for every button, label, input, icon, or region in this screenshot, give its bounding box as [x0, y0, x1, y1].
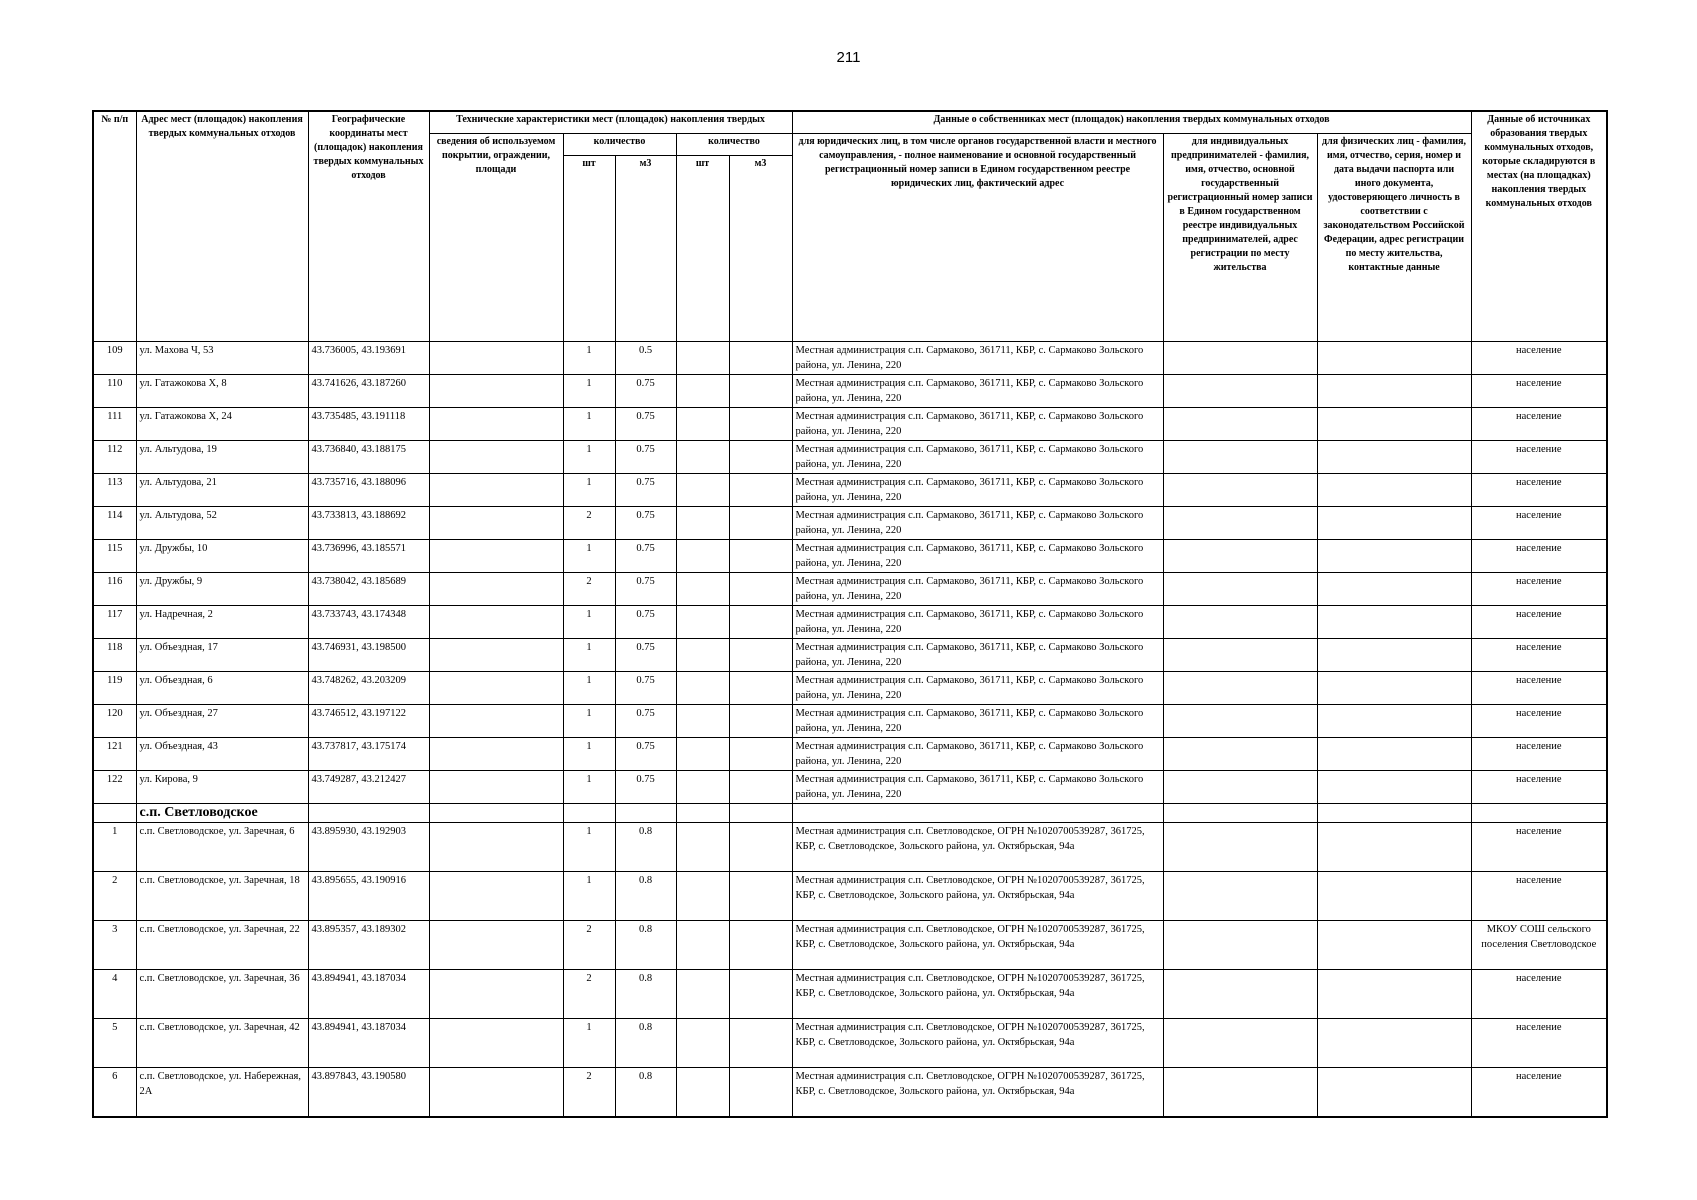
- waste-sites-register-table: [92, 110, 1608, 1118]
- cell-geo: 43.735716, 43.188096: [308, 473, 429, 506]
- cell-owner-phys: [1317, 605, 1471, 638]
- cell-source: население: [1471, 1067, 1607, 1117]
- cell-cover: [429, 506, 563, 539]
- header-planned-sht: шт: [676, 155, 729, 341]
- cell-cover: [429, 822, 563, 871]
- cell-num: 113: [93, 473, 136, 506]
- cell-placed-sht: 1: [563, 671, 615, 704]
- table-row: [93, 822, 1607, 871]
- cell-geo: 43.749287, 43.212427: [308, 770, 429, 803]
- cell-address: ул. Махова Ч, 53: [136, 341, 308, 374]
- cell-cover: [429, 671, 563, 704]
- cell-source: население: [1471, 341, 1607, 374]
- cell-owner-legal: Местная администрация с.п. Светловодское, ОГРН №1020700539287, 361725, КБР, с. Светловодское, Зольского района, ул. Октябрьская, 94а: [792, 1067, 1163, 1117]
- cell-planned-m3: [729, 638, 792, 671]
- cell-placed-sht: 1: [563, 473, 615, 506]
- page-number: 211: [836, 49, 861, 66]
- header-qty-planned: [676, 133, 792, 155]
- cell-source: население: [1471, 374, 1607, 407]
- cell-cover: [429, 341, 563, 374]
- header-owners: Данные о собственниках мест (площадок) накопления твердых коммунальных отходов: [792, 111, 1471, 133]
- cell-placed-m3: 0.5: [615, 341, 676, 374]
- cell-geo: 43.894941, 43.187034: [308, 1018, 429, 1067]
- cell-planned-m3: [729, 969, 792, 1018]
- cell-source: население: [1471, 871, 1607, 920]
- cell-geo: 43.733743, 43.174348: [308, 605, 429, 638]
- cell-address: с.п. Светловодское, ул. Набережная, 2А: [136, 1067, 308, 1117]
- cell-placed-sht: 1: [563, 822, 615, 871]
- cell-owner-legal: Местная администрация с.п. Светловодское, ОГРН №1020700539287, 361725, КБР, с. Светловодское, Зольского района, ул. Октябрьская, 94а: [792, 822, 1163, 871]
- cell-owner-ip: [1163, 440, 1317, 473]
- cell-planned-sht: [676, 440, 729, 473]
- cell-owner-phys: [1317, 969, 1471, 1018]
- cell-planned-m3: [729, 407, 792, 440]
- cell-owner-ip: [1163, 407, 1317, 440]
- cell-placed-sht: 1: [563, 704, 615, 737]
- cell-cover: [429, 440, 563, 473]
- cell-owner-ip: [1163, 920, 1317, 969]
- cell-placed-sht: 2: [563, 506, 615, 539]
- cell-owner-ip: [1163, 1018, 1317, 1067]
- cell-placed-sht: 1: [563, 737, 615, 770]
- cell-address: с.п. Светловодское, ул. Заречная, 18: [136, 871, 308, 920]
- cell-placed-m3: 0.75: [615, 473, 676, 506]
- cell-owner-ip: [1163, 822, 1317, 871]
- cell-cover: [429, 638, 563, 671]
- cell-cover: [429, 539, 563, 572]
- table-row: [93, 572, 1607, 605]
- cell-owner-ip: [1163, 704, 1317, 737]
- header-placed-sht: шт: [563, 155, 615, 341]
- cell-num: 118: [93, 638, 136, 671]
- cell-geo: 43.748262, 43.203209: [308, 671, 429, 704]
- header-planned-m3: м3: [729, 155, 792, 341]
- cell-address: ул. Кирова, 9: [136, 770, 308, 803]
- cell-source: население: [1471, 770, 1607, 803]
- cell-source: население: [1471, 572, 1607, 605]
- cell-cover: [429, 572, 563, 605]
- cell-num: 4: [93, 969, 136, 1018]
- cell-address: ул. Объездная, 6: [136, 671, 308, 704]
- cell-planned-m3: [729, 737, 792, 770]
- cell-source: население: [1471, 1018, 1607, 1067]
- cell-address: с.п. Светловодское, ул. Заречная, 36: [136, 969, 308, 1018]
- cell-placed-m3: 0.8: [615, 1018, 676, 1067]
- table-row: [93, 440, 1607, 473]
- cell-planned-m3: [729, 605, 792, 638]
- cell-planned-m3: [729, 374, 792, 407]
- cell-owner-phys: [1317, 671, 1471, 704]
- cell-owner-phys: [1317, 737, 1471, 770]
- table-row: [93, 638, 1607, 671]
- cell-placed-m3: 0.75: [615, 440, 676, 473]
- cell-placed-m3: 0.75: [615, 605, 676, 638]
- cell-placed-m3: 0.8: [615, 920, 676, 969]
- cell-owner-phys: [1317, 407, 1471, 440]
- cell-owner-legal: Местная администрация с.п. Сармаково, 361711, КБР, с. Сармаково Зольского района, ул. Ленина, 220: [792, 407, 1163, 440]
- header-sources: Данные об источниках образования твердых коммунальных отходов, которые складируются в местах (на площадках) накопления твердых коммунальных отходов: [1471, 111, 1607, 341]
- cell-owner-legal: Местная администрация с.п. Сармаково, 361711, КБР, с. Сармаково Зольского района, ул. Ленина, 220: [792, 671, 1163, 704]
- cell-placed-m3: 0.75: [615, 539, 676, 572]
- cell-source: население: [1471, 473, 1607, 506]
- table-row: [93, 1018, 1607, 1067]
- cell-owner-phys: [1317, 1067, 1471, 1117]
- cell-address: ул. Объездная, 27: [136, 704, 308, 737]
- table-row: [93, 341, 1607, 374]
- cell-address: ул. Альтудова, 19: [136, 440, 308, 473]
- section-num-cell: [93, 803, 136, 822]
- cell-geo: 43.736005, 43.193691: [308, 341, 429, 374]
- cell-placed-m3: 0.75: [615, 770, 676, 803]
- cell-owner-ip: [1163, 638, 1317, 671]
- header-qty-placed-label: количество: [593, 135, 646, 147]
- cell-geo: 43.735485, 43.191118: [308, 407, 429, 440]
- cell-owner-ip: [1163, 572, 1317, 605]
- cell-cover: [429, 407, 563, 440]
- cell-owner-legal: Местная администрация с.п. Сармаково, 361711, КБР, с. Сармаково Зольского района, ул. Ленина, 220: [792, 572, 1163, 605]
- cell-geo: 43.895930, 43.192903: [308, 822, 429, 871]
- cell-owner-legal: Местная администрация с.п. Светловодское, ОГРН №1020700539287, 361725, КБР, с. Светловодское, Зольского района, ул. Октябрьская, 94а: [792, 1018, 1163, 1067]
- table-row: [93, 539, 1607, 572]
- cell-planned-m3: [729, 871, 792, 920]
- cell-planned-sht: [676, 871, 729, 920]
- cell-placed-m3: 0.75: [615, 704, 676, 737]
- cell-planned-sht: [676, 737, 729, 770]
- cell-source: МКОУ СОШ сельского поселения Светловодское: [1471, 920, 1607, 969]
- cell-owner-legal: Местная администрация с.п. Сармаково, 361711, КБР, с. Сармаково Зольского района, ул. Ленина, 220: [792, 704, 1163, 737]
- cell-placed-m3: 0.75: [615, 638, 676, 671]
- cell-cover: [429, 1018, 563, 1067]
- cell-address: ул. Гатажокова Х, 8: [136, 374, 308, 407]
- cell-planned-m3: [729, 572, 792, 605]
- cell-address: ул. Альтудова, 52: [136, 506, 308, 539]
- cell-planned-sht: [676, 1067, 729, 1117]
- header-tech-label: Технические характеристики мест (площадок) накопления твердых: [456, 114, 765, 125]
- cell-placed-sht: 1: [563, 871, 615, 920]
- cell-source: население: [1471, 638, 1607, 671]
- header-address: Адрес мест (площадок) накопления твердых коммунальных отходов: [136, 111, 308, 341]
- cell-num: 112: [93, 440, 136, 473]
- cell-planned-m3: [729, 539, 792, 572]
- cell-address: ул. Дружбы, 10: [136, 539, 308, 572]
- cell-planned-m3: [729, 920, 792, 969]
- cell-cover: [429, 1067, 563, 1117]
- cell-planned-m3: [729, 671, 792, 704]
- cell-address: ул. Гатажокова Х, 24: [136, 407, 308, 440]
- cell-address: с.п. Светловодское, ул. Заречная, 42: [136, 1018, 308, 1067]
- cell-cover: [429, 605, 563, 638]
- cell-placed-sht: 2: [563, 969, 615, 1018]
- cell-placed-sht: 1: [563, 341, 615, 374]
- cell-geo: 43.746931, 43.198500: [308, 638, 429, 671]
- table-row: [93, 506, 1607, 539]
- cell-planned-sht: [676, 539, 729, 572]
- table-row: [93, 969, 1607, 1018]
- cell-planned-sht: [676, 969, 729, 1018]
- table-body: [93, 341, 1607, 1117]
- header-qty-placed: [563, 133, 676, 155]
- table-row: [93, 671, 1607, 704]
- header-placed-m3: м3: [615, 155, 676, 341]
- cell-placed-sht: 1: [563, 638, 615, 671]
- cell-owner-ip: [1163, 605, 1317, 638]
- cell-cover: [429, 473, 563, 506]
- cell-owner-ip: [1163, 374, 1317, 407]
- table-row: [93, 1067, 1607, 1117]
- cell-cover: [429, 969, 563, 1018]
- cell-source: население: [1471, 605, 1607, 638]
- cell-num: 1: [93, 822, 136, 871]
- cell-cover: [429, 704, 563, 737]
- cell-planned-sht: [676, 704, 729, 737]
- cell-owner-ip: [1163, 539, 1317, 572]
- cell-placed-m3: 0.8: [615, 822, 676, 871]
- cell-num: 3: [93, 920, 136, 969]
- cell-owner-legal: Местная администрация с.п. Сармаково, 361711, КБР, с. Сармаково Зольского района, ул. Ленина, 220: [792, 473, 1163, 506]
- cell-planned-sht: [676, 671, 729, 704]
- cell-geo: 43.895655, 43.190916: [308, 871, 429, 920]
- cell-owner-legal: Местная администрация с.п. Сармаково, 361711, КБР, с. Сармаково Зольского района, ул. Ленина, 220: [792, 605, 1163, 638]
- cell-owner-ip: [1163, 737, 1317, 770]
- cell-owner-phys: [1317, 440, 1471, 473]
- cell-num: 120: [93, 704, 136, 737]
- cell-owner-ip: [1163, 770, 1317, 803]
- cell-owner-ip: [1163, 473, 1317, 506]
- cell-num: 114: [93, 506, 136, 539]
- cell-cover: [429, 374, 563, 407]
- cell-owner-legal: Местная администрация с.п. Сармаково, 361711, КБР, с. Сармаково Зольского района, ул. Ленина, 220: [792, 539, 1163, 572]
- cell-owner-legal: Местная администрация с.п. Светловодское, ОГРН №1020700539287, 361725, КБР, с. Светловодское, Зольского района, ул. Октябрьская, 94а: [792, 920, 1163, 969]
- cell-cover: [429, 871, 563, 920]
- cell-cover: [429, 770, 563, 803]
- cell-num: 117: [93, 605, 136, 638]
- cell-owner-ip: [1163, 671, 1317, 704]
- cell-num: 111: [93, 407, 136, 440]
- cell-source: население: [1471, 737, 1607, 770]
- cell-planned-m3: [729, 704, 792, 737]
- cell-geo: 43.738042, 43.185689: [308, 572, 429, 605]
- cell-placed-m3: 0.75: [615, 506, 676, 539]
- cell-source: население: [1471, 969, 1607, 1018]
- cell-cover: [429, 920, 563, 969]
- cell-placed-sht: 2: [563, 1067, 615, 1117]
- cell-num: 116: [93, 572, 136, 605]
- cell-owner-ip: [1163, 969, 1317, 1018]
- header-cover: сведения об используемом покрытии, ограждении, площади: [429, 133, 563, 341]
- cell-placed-sht: 1: [563, 605, 615, 638]
- cell-owner-legal: Местная администрация с.п. Сармаково, 361711, КБР, с. Сармаково Зольского района, ул. Ленина, 220: [792, 638, 1163, 671]
- cell-geo: 43.736840, 43.188175: [308, 440, 429, 473]
- cell-owner-phys: [1317, 1018, 1471, 1067]
- cell-owner-legal: Местная администрация с.п. Светловодское, ОГРН №1020700539287, 361725, КБР, с. Светловодское, Зольского района, ул. Октябрьская, 94а: [792, 871, 1163, 920]
- cell-num: 122: [93, 770, 136, 803]
- cell-num: 2: [93, 871, 136, 920]
- cell-address: с.п. Светловодское, ул. Заречная, 22: [136, 920, 308, 969]
- cell-owner-phys: [1317, 871, 1471, 920]
- cell-cover: [429, 737, 563, 770]
- cell-num: 121: [93, 737, 136, 770]
- cell-num: 119: [93, 671, 136, 704]
- cell-owner-ip: [1163, 1067, 1317, 1117]
- cell-source: население: [1471, 671, 1607, 704]
- cell-placed-sht: 1: [563, 374, 615, 407]
- cell-num: 115: [93, 539, 136, 572]
- cell-placed-m3: 0.75: [615, 572, 676, 605]
- cell-placed-sht: 1: [563, 539, 615, 572]
- cell-planned-sht: [676, 638, 729, 671]
- cell-geo: 43.733813, 43.188692: [308, 506, 429, 539]
- cell-placed-m3: 0.8: [615, 871, 676, 920]
- header-phys: для физических лиц - фамилия, имя, отчество, серия, номер и дата выдачи паспорта или иного документа, удостоверяющего личность в соответствии с законодательством Российской Федерации, адрес регистрации по месту жительства, контактные данные: [1317, 133, 1471, 341]
- section-row: [93, 803, 1607, 822]
- table-row: [93, 920, 1607, 969]
- header-legal: для юридических лиц, в том числе органов государственной власти и местного самоуправления, - полное наименование и основной государственный регистрационный номер записи в Едином государственном реестре юридических лиц, фактический адрес: [792, 133, 1163, 341]
- cell-address: с.п. Светловодское, ул. Заречная, 6: [136, 822, 308, 871]
- cell-geo: 43.894941, 43.187034: [308, 969, 429, 1018]
- cell-planned-sht: [676, 506, 729, 539]
- cell-planned-m3: [729, 1067, 792, 1117]
- cell-owner-phys: [1317, 341, 1471, 374]
- header-ip: для индивидуальных предпринимателей - фамилия, имя, отчество, основной государственный регистрационный номер записи в Едином государственном реестре индивидуальных предпринимателей, адрес регистрации по месту жительства: [1163, 133, 1317, 341]
- table-row: [93, 374, 1607, 407]
- cell-address: ул. Альтудова, 21: [136, 473, 308, 506]
- cell-address: ул. Объездная, 43: [136, 737, 308, 770]
- cell-planned-sht: [676, 920, 729, 969]
- cell-owner-legal: Местная администрация с.п. Сармаково, 361711, КБР, с. Сармаково Зольского района, ул. Ленина, 220: [792, 440, 1163, 473]
- cell-source: население: [1471, 440, 1607, 473]
- cell-owner-ip: [1163, 341, 1317, 374]
- cell-placed-sht: 1: [563, 770, 615, 803]
- table-row: [93, 737, 1607, 770]
- cell-owner-phys: [1317, 572, 1471, 605]
- cell-planned-m3: [729, 506, 792, 539]
- cell-planned-sht: [676, 605, 729, 638]
- cell-num: 109: [93, 341, 136, 374]
- cell-owner-legal: Местная администрация с.п. Светловодское, ОГРН №1020700539287, 361725, КБР, с. Светловодское, Зольского района, ул. Октябрьская, 94а: [792, 969, 1163, 1018]
- header-num: № п/п: [93, 111, 136, 341]
- cell-placed-m3: 0.8: [615, 969, 676, 1018]
- cell-placed-m3: 0.75: [615, 374, 676, 407]
- cell-owner-legal: Местная администрация с.п. Сармаково, 361711, КБР, с. Сармаково Зольского района, ул. Ленина, 220: [792, 374, 1163, 407]
- cell-placed-sht: 2: [563, 572, 615, 605]
- cell-planned-m3: [729, 770, 792, 803]
- table-row: [93, 704, 1607, 737]
- cell-owner-phys: [1317, 374, 1471, 407]
- cell-source: население: [1471, 704, 1607, 737]
- cell-planned-sht: [676, 341, 729, 374]
- cell-geo: 43.736996, 43.185571: [308, 539, 429, 572]
- table-row: [93, 407, 1607, 440]
- cell-planned-sht: [676, 374, 729, 407]
- cell-source: население: [1471, 539, 1607, 572]
- cell-owner-legal: Местная администрация с.п. Сармаково, 361711, КБР, с. Сармаково Зольского района, ул. Ленина, 220: [792, 770, 1163, 803]
- cell-address: ул. Дружбы, 9: [136, 572, 308, 605]
- cell-placed-sht: 1: [563, 1018, 615, 1067]
- table-row: [93, 605, 1607, 638]
- cell-owner-phys: [1317, 539, 1471, 572]
- section-title: с.п. Светловодское: [136, 803, 308, 822]
- cell-planned-sht: [676, 473, 729, 506]
- cell-planned-m3: [729, 440, 792, 473]
- cell-owner-ip: [1163, 506, 1317, 539]
- cell-geo: 43.897843, 43.190580: [308, 1067, 429, 1117]
- cell-placed-m3: 0.75: [615, 407, 676, 440]
- cell-planned-m3: [729, 822, 792, 871]
- cell-owner-phys: [1317, 920, 1471, 969]
- cell-placed-sht: 1: [563, 407, 615, 440]
- table-row: [93, 473, 1607, 506]
- cell-num: 110: [93, 374, 136, 407]
- cell-num: 6: [93, 1067, 136, 1117]
- cell-placed-m3: 0.75: [615, 737, 676, 770]
- header-tech: [429, 111, 792, 133]
- cell-source: население: [1471, 506, 1607, 539]
- cell-owner-phys: [1317, 822, 1471, 871]
- cell-owner-phys: [1317, 506, 1471, 539]
- cell-planned-sht: [676, 572, 729, 605]
- cell-owner-phys: [1317, 770, 1471, 803]
- cell-owner-legal: Местная администрация с.п. Сармаково, 361711, КБР, с. Сармаково Зольского района, ул. Ленина, 220: [792, 341, 1163, 374]
- cell-placed-m3: 0.8: [615, 1067, 676, 1117]
- cell-planned-m3: [729, 341, 792, 374]
- cell-planned-m3: [729, 1018, 792, 1067]
- cell-placed-sht: 2: [563, 920, 615, 969]
- cell-owner-phys: [1317, 638, 1471, 671]
- cell-geo: 43.746512, 43.197122: [308, 704, 429, 737]
- header-geo: Географические координаты мест (площадок) накопления твердых коммунальных отходов: [308, 111, 429, 341]
- header-qty-planned-label: количество: [708, 135, 760, 147]
- cell-address: ул. Объездная, 17: [136, 638, 308, 671]
- cell-placed-sht: 1: [563, 440, 615, 473]
- cell-planned-m3: [729, 473, 792, 506]
- cell-placed-m3: 0.75: [615, 671, 676, 704]
- cell-geo: 43.737817, 43.175174: [308, 737, 429, 770]
- cell-owner-legal: Местная администрация с.п. Сармаково, 361711, КБР, с. Сармаково Зольского района, ул. Ленина, 220: [792, 737, 1163, 770]
- cell-owner-ip: [1163, 871, 1317, 920]
- cell-planned-sht: [676, 407, 729, 440]
- cell-geo: 43.741626, 43.187260: [308, 374, 429, 407]
- cell-source: население: [1471, 822, 1607, 871]
- cell-num: 5: [93, 1018, 136, 1067]
- table-row: [93, 871, 1607, 920]
- cell-geo: 43.895357, 43.189302: [308, 920, 429, 969]
- cell-owner-phys: [1317, 473, 1471, 506]
- cell-planned-sht: [676, 822, 729, 871]
- cell-source: население: [1471, 407, 1607, 440]
- cell-address: ул. Надречная, 2: [136, 605, 308, 638]
- cell-planned-sht: [676, 1018, 729, 1067]
- cell-planned-sht: [676, 770, 729, 803]
- cell-owner-phys: [1317, 704, 1471, 737]
- table-row: [93, 770, 1607, 803]
- cell-owner-legal: Местная администрация с.п. Сармаково, 361711, КБР, с. Сармаково Зольского района, ул. Ленина, 220: [792, 506, 1163, 539]
